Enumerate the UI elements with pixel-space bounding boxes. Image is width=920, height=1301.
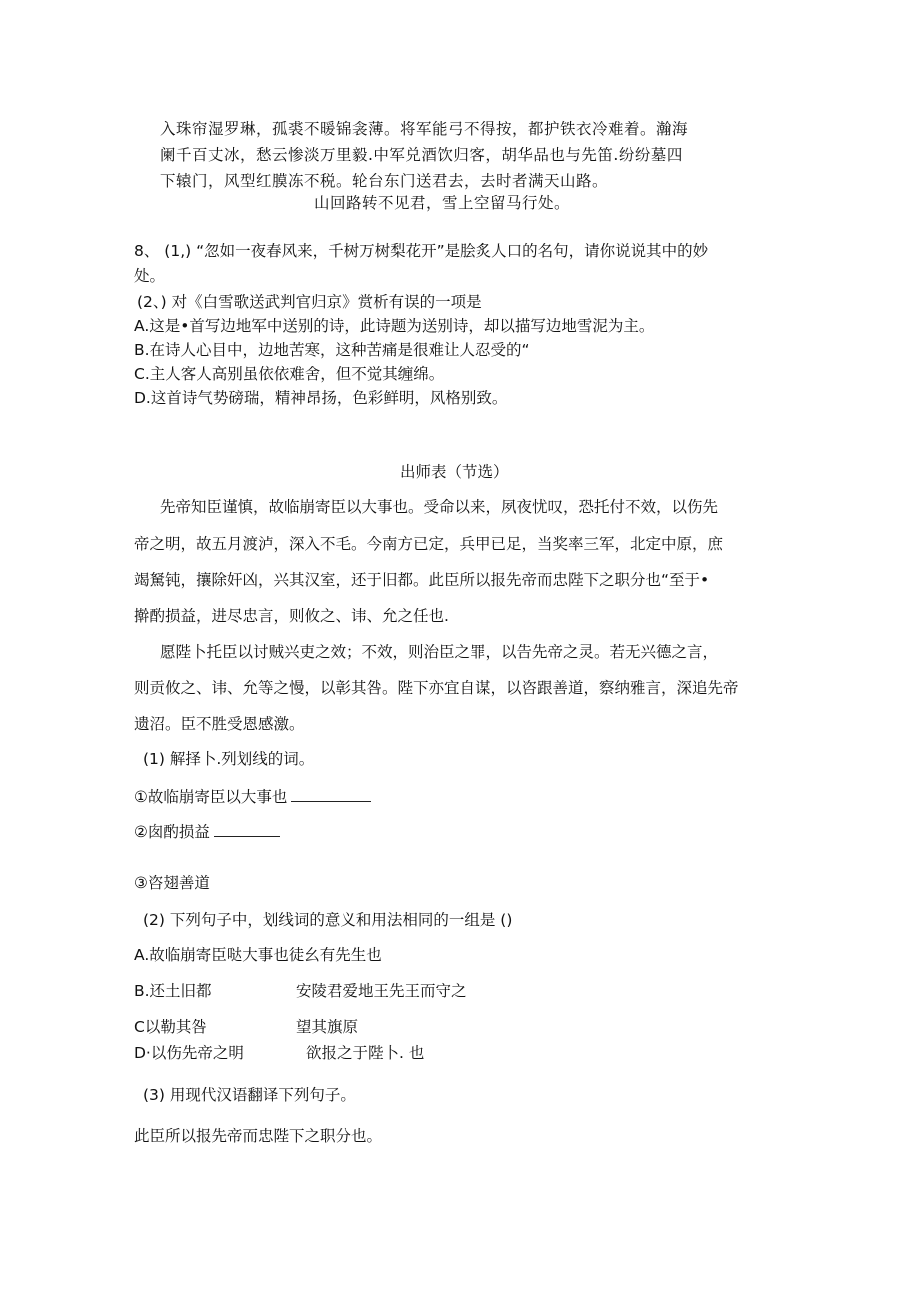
q2-option-b: B.还土旧都 bbox=[134, 982, 212, 1000]
poem-line: 山回路转不见君，雪上空留马行处。 bbox=[314, 194, 571, 212]
q3-sentence: 此臣所以报先帝而忠陛下之职分也。 bbox=[134, 1127, 383, 1145]
q8-option-b: B.在诗人心目中，边地苦寒，这种苦痛是很难让人忍受的“ bbox=[134, 341, 530, 359]
q8-line-1: 8、 (1,) “忽如一夜春风来，千树万树梨花开”是脍炙人口的名句，请你说说其中的妙 bbox=[134, 242, 709, 260]
passage-p2-line: 愿陛卜托臣以讨贼兴吏之效；不效，则治臣之罪，以告先帝之灵。若无兴德之言， bbox=[160, 643, 719, 661]
q8-line-2: 处。 bbox=[134, 267, 166, 285]
q1-prompt: (1) 解择卜.列划线的词。 bbox=[143, 750, 315, 768]
q3-prompt: (3) 用现代汉语翻译下列句子。 bbox=[143, 1086, 356, 1104]
passage-p2-line: 遗沼。臣不胜受恩感激。 bbox=[134, 715, 305, 733]
q2-option-b-right: 安陵君爱地王先王而守之 bbox=[296, 982, 467, 1000]
passage-p1-line: 竭駑钝，攘除奸凶，兴其汉室，还于旧都。此臣所以报先帝而忠陛下之职分也“至于• bbox=[134, 571, 710, 589]
q1-item-1-text: ①故临崩寄臣以大事也 bbox=[134, 788, 288, 806]
answer-blank[interactable] bbox=[291, 787, 371, 802]
q8-option-a: A.这是•首写边地军中送别的诗，此诗题为送别诗，却以描写边地雪泥为主。 bbox=[134, 317, 655, 335]
q8-sub-2: (2、) 对《白雪歌送武判官归京》赏析有误的一项是 bbox=[137, 293, 482, 311]
q1-item-3: ③咨翅善道 bbox=[134, 874, 210, 892]
passage-p2-line: 则贡攸之、讳、允等之慢，以彰其咎。陛下亦宜自谋，以咨跟善道，察纳雅言，深追先帝 bbox=[134, 679, 739, 697]
q1-item-2-text: ②囱酌损益 bbox=[134, 823, 210, 841]
poem-line: 下辕门，风型红膜冻不税。轮台东门送君去，去时者满天山路。 bbox=[160, 172, 609, 190]
passage-p1-line: 帝之明，故五月渡泸，深入不毛。今南方已定，兵甲已足，当奖率三军，北定中原，庶 bbox=[134, 535, 724, 553]
passage-title: 出师表（节选） bbox=[400, 463, 509, 481]
answer-blank[interactable] bbox=[214, 822, 280, 837]
q2-option-d: D·以伤先帝之明 bbox=[134, 1044, 244, 1062]
poem-line: 阑千百丈冰，愁云惨淡万里毅.中军兑酒饮归客，胡华品也与先笛.纷纷墓四 bbox=[160, 146, 683, 164]
q8-option-d: D.这首诗气势磅瑞，精神昂扬，色彩鲜明，风格别致。 bbox=[134, 389, 508, 407]
passage-p1-line: 先帝知臣谨慎，故临崩寄臣以大事也。受命以来，夙夜忧叹，恐托付不效，以伤先 bbox=[160, 498, 719, 516]
q1-item-1 bbox=[134, 787, 371, 807]
q2-option-c: C以勒其咎 bbox=[134, 1018, 207, 1036]
q2-option-c-right: 望其旗原 bbox=[296, 1018, 359, 1036]
passage-p1-line: 擀酌损益，进尽忠言，则攸之、讳、允之任也. bbox=[134, 607, 449, 625]
q2-option-a: A.故临崩寄臣哒大事也徒幺有先生也 bbox=[134, 946, 382, 964]
q2-option-d-right: 欲报之于陛卜. 也 bbox=[306, 1044, 425, 1062]
q2-prompt: (2) 下列句子中，划线词的意义和用法相同的一组是 () bbox=[143, 911, 513, 929]
q1-item-2 bbox=[134, 822, 280, 842]
q8-option-c: C.主人客人高别虽依依难舍，但不觉其缠绵。 bbox=[134, 365, 445, 383]
poem-line: 入珠帘湿罗琳，孤裘不暖锦衾薄。将军能弓不得按，都护铁衣冷难着。瀚海 bbox=[160, 120, 689, 138]
